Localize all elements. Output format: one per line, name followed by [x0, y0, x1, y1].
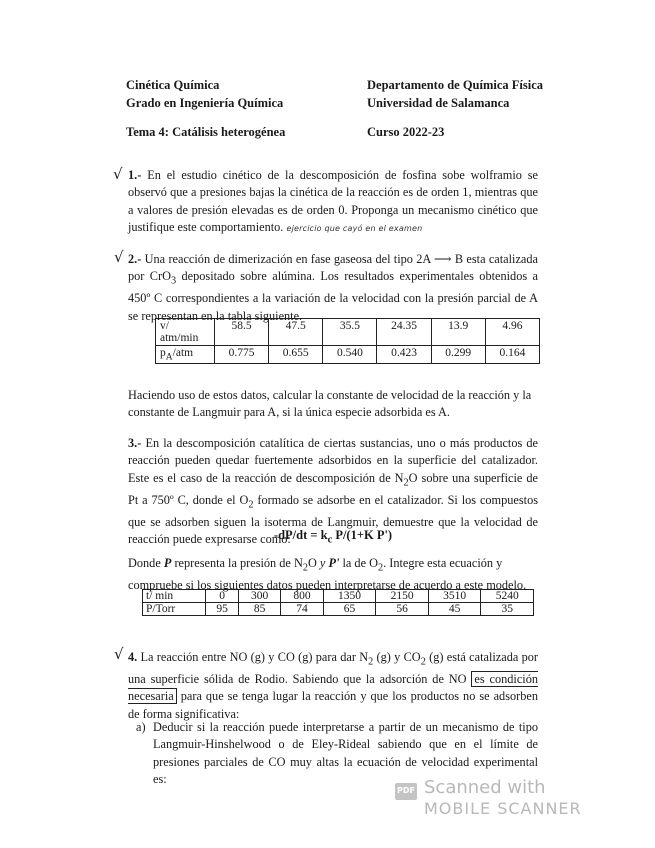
- problem-text: (g) y CO: [373, 650, 421, 664]
- problem-2: [128, 251, 538, 325]
- pdf-icon: [395, 783, 417, 800]
- table-cell: 0.540: [323, 346, 377, 364]
- table-cell: 95: [206, 603, 238, 616]
- text-part: . Integre esta ecuación y compruebe si los siguientes datos pueden interpretarse de acuerdo a este modelo.: [128, 556, 527, 592]
- subscript: 3: [170, 275, 177, 287]
- table-cell: 35: [481, 603, 534, 616]
- table-cell: 13.9: [431, 319, 485, 346]
- text-part: P: [163, 556, 172, 570]
- table-cell: 47.5: [269, 319, 323, 346]
- subscript: c: [327, 534, 333, 546]
- label-line: atm/min: [160, 332, 199, 344]
- rate-equation: [128, 528, 538, 546]
- problem-number: 1.-: [128, 168, 142, 182]
- velocity-pressure-table: [155, 318, 540, 364]
- problem-text: En la descomposición catalítica de ciertas sustancias, uno o más productos de reacción pueden quedar fuertemente adsorbidos en la superficie del catalizador. Este es el caso de la reacción de descomposición de N: [128, 436, 539, 485]
- course-area: Cinética Química: [126, 78, 220, 92]
- text-part: representa la presión de N: [171, 556, 303, 570]
- row-label: [156, 319, 215, 346]
- subscript: 2: [403, 477, 409, 489]
- equation-part: P/(1+K P'): [332, 528, 393, 542]
- university-name: Universidad de Salamanca: [367, 96, 510, 110]
- time-pressure-table: [142, 589, 534, 616]
- subscript: 2: [302, 562, 308, 574]
- header-left: [126, 76, 283, 112]
- label-line: v/: [160, 320, 169, 332]
- text-part: y: [319, 556, 326, 570]
- table-cell: 5240: [481, 590, 534, 603]
- subscript: 2: [368, 656, 374, 668]
- table-cell: 24.35: [377, 319, 431, 346]
- table-cell: 0.164: [485, 346, 539, 364]
- item-text: Deducir si la reacción puede interpretarse a partir de un mecanismo de tipo Langmuir-Hinshelwood o de Eley-Rideal sabiendo que en el límite de presiones parciales de CO muy altas la ecuación de velocidad experimental es:: [153, 720, 538, 787]
- row-label: P/Torr: [143, 603, 206, 616]
- problem-text: La reacción entre NO (g) y CO (g) para dar N: [137, 650, 369, 664]
- table-cell: 35.5: [323, 319, 377, 346]
- table-cell: 1350: [323, 590, 376, 603]
- table-cell: 4.96: [485, 319, 539, 346]
- label-part: p: [160, 347, 166, 359]
- subscript: 2: [378, 562, 384, 574]
- pdf-icon-label: PDF: [397, 786, 415, 795]
- subscript: A: [165, 351, 173, 363]
- table-cell: 56: [376, 603, 429, 616]
- subscript: 2: [248, 499, 254, 511]
- problem-text: depositado sobre alúmina. Los resultados experimentales obtenidos a 450º C correspondientes a la variación de la velocidad con la presión parcial de A se representan en la tabla siguiente.: [128, 269, 538, 323]
- table-row: [143, 590, 534, 603]
- check-mark: √: [113, 165, 123, 183]
- problem-text: para que se tenga lugar la reacción y que los productos no se adsorben de forma significativa:: [128, 689, 538, 721]
- problem-text: formado se adsorbe en el catalizador. Si los compuestos que se adsorben siguen la isoterma de Langmuir, demuestre que la velocidad de reacción puede expresarse como:: [128, 492, 539, 546]
- row-label: t/ min: [143, 590, 206, 603]
- watermark-line2: MOBILE SCANNER: [424, 799, 582, 818]
- course-year: Curso 2022-23: [367, 125, 445, 139]
- table-cell: 74: [281, 603, 323, 616]
- table-cell: 2150: [376, 590, 429, 603]
- header-right: [367, 76, 543, 112]
- text-part: O: [307, 556, 320, 570]
- row-label: [156, 346, 215, 364]
- table-cell: 65: [323, 603, 376, 616]
- check-mark: √: [114, 645, 124, 663]
- table-cell: 0.775: [215, 346, 269, 364]
- table-cell: 300: [238, 590, 280, 603]
- problem-number: 2.-: [128, 252, 142, 266]
- problem-text: O sobre una superficie de Pt a 750º C, donde el O: [128, 470, 538, 507]
- problem-1: [128, 167, 538, 238]
- table-cell: 45: [428, 603, 481, 616]
- topic-title: Tema 4: Catálisis heterogénea: [126, 125, 286, 139]
- table-cell: 85: [238, 603, 280, 616]
- table-cell: 58.5: [215, 319, 269, 346]
- item-label: a): [136, 720, 146, 734]
- text-part: la de O: [339, 556, 378, 570]
- problem-2-followup: Haciendo uso de estos datos, calcular la constante de velocidad de la reacción y la constante de Langmuir para A, si la única especie adsorbida es A.: [128, 388, 532, 420]
- handwritten-note: ejercicio que cayó en el examen: [286, 224, 423, 234]
- problem-text: (g) está catalizada por una superficie sólida de Rodio. Sabiendo que la adsorción de NO: [128, 650, 538, 686]
- boxed-phrase: es condición necesaria: [128, 671, 538, 704]
- table-cell: 0.655: [269, 346, 323, 364]
- table-row: [156, 346, 540, 364]
- problem-4: [128, 649, 538, 723]
- department-name: Departamento de Química Física: [367, 78, 544, 92]
- problem-text: Una reacción de dimerización en fase gaseosa del tipo 2A ⟶ B esta catalizada por CrO: [128, 252, 538, 284]
- table-cell: 0: [206, 590, 238, 603]
- problem-number: 4.: [128, 650, 138, 664]
- table-cell: 0.299: [431, 346, 485, 364]
- text-part: P': [325, 556, 340, 570]
- equation-part: -dP/dt = k: [273, 528, 328, 542]
- watermark-line1: Scanned with: [424, 777, 546, 798]
- table-cell: 3510: [428, 590, 481, 603]
- table-row: [143, 603, 534, 616]
- table-cell: 0.423: [377, 346, 431, 364]
- degree-name: Grado en Ingeniería Química: [126, 96, 284, 110]
- subscript: 2: [420, 656, 426, 668]
- problem-text: En el estudio cinético de la descomposición de fosfina sobe wolframio se observó que a presiones bajas la cinética de la reacción es de orden 1, mientras que a valores de presión elevadas es de orden 0. Proponga un mecanismo cinético que justifique este comportamiento.: [128, 168, 538, 235]
- table-cell: 800: [281, 590, 323, 603]
- problem-number: 3.-: [128, 436, 142, 450]
- text-part: Donde: [128, 556, 164, 570]
- label-part: /atm: [172, 347, 194, 359]
- check-mark: √: [114, 248, 124, 266]
- table-row: [156, 319, 540, 346]
